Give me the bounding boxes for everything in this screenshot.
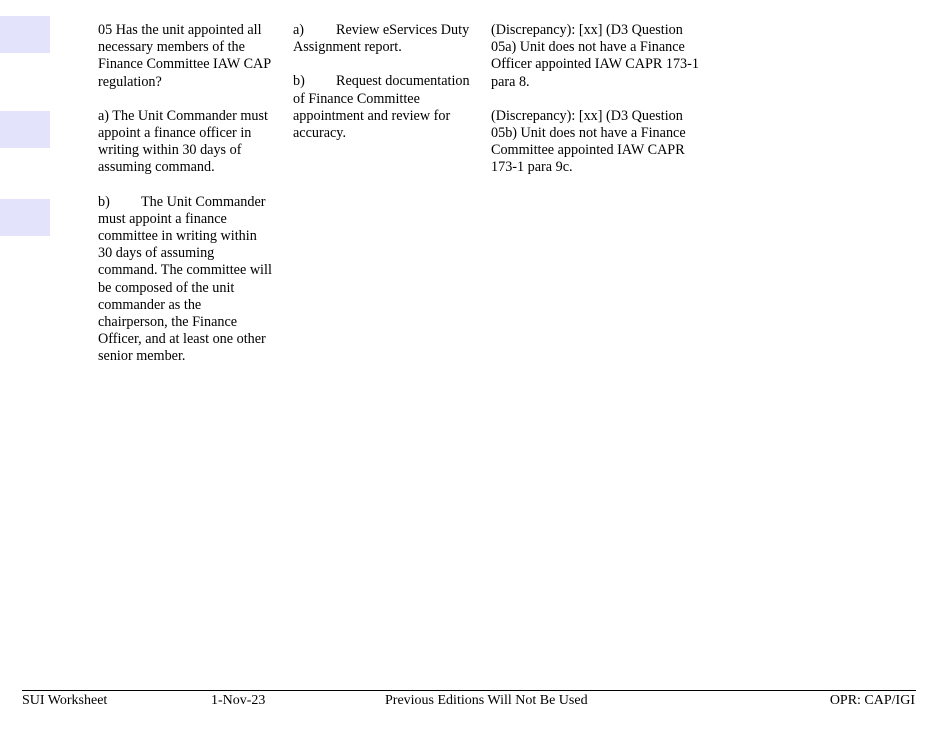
question-column	[98, 22, 274, 366]
discrepancy-item: (Discrepancy): [xx] (D3 Question 05b) Unit does not have a Finance Committee appointed IAW CAPR 173-1 para 9c.	[491, 107, 686, 176]
footer-opr: OPR: CAP/IGI	[829, 693, 915, 708]
footer-note: Previous Editions Will Not Be Used	[385, 693, 588, 708]
question-part-b	[98, 194, 274, 366]
discrepancy-column	[491, 22, 701, 177]
footer-date: 1-Nov-23	[211, 693, 266, 708]
action-item	[293, 73, 479, 142]
action-label: a)	[293, 22, 305, 38]
row-marker-tab	[0, 111, 50, 148]
question-part-b-text: The Unit Commander must appoint a finance committee in writing within 30 days of assuming command. The committee will be composed of the unit commander as the chairperson, the Finance Officer, and at least one other senior member.	[98, 193, 272, 365]
question-text: 05 Has the unit appointed all necessary members of the Finance Committee IAW CAP regulation?	[98, 22, 271, 90]
footer-divider	[22, 690, 916, 691]
actions-column	[293, 22, 479, 142]
question-part-a: a) The Unit Commander must appoint a finance officer in writing within 30 days of assuming command.	[98, 107, 268, 176]
discrepancy-item: (Discrepancy): [xx] (D3 Question 05a) Unit does not have a Finance Officer appointed IAW CAPR 173-1 para 8.	[491, 22, 699, 90]
action-item	[293, 22, 479, 56]
question-part-b-label: b)	[98, 193, 110, 210]
row-marker-tab	[0, 199, 50, 236]
action-text: Review eServices Duty Assignment report.	[293, 22, 470, 56]
row-marker-tab	[0, 16, 50, 53]
footer-title: SUI Worksheet	[22, 693, 108, 708]
action-label: b)	[293, 73, 305, 90]
action-text: Request documentation of Finance Committee appointment and review for accuracy.	[293, 73, 470, 142]
